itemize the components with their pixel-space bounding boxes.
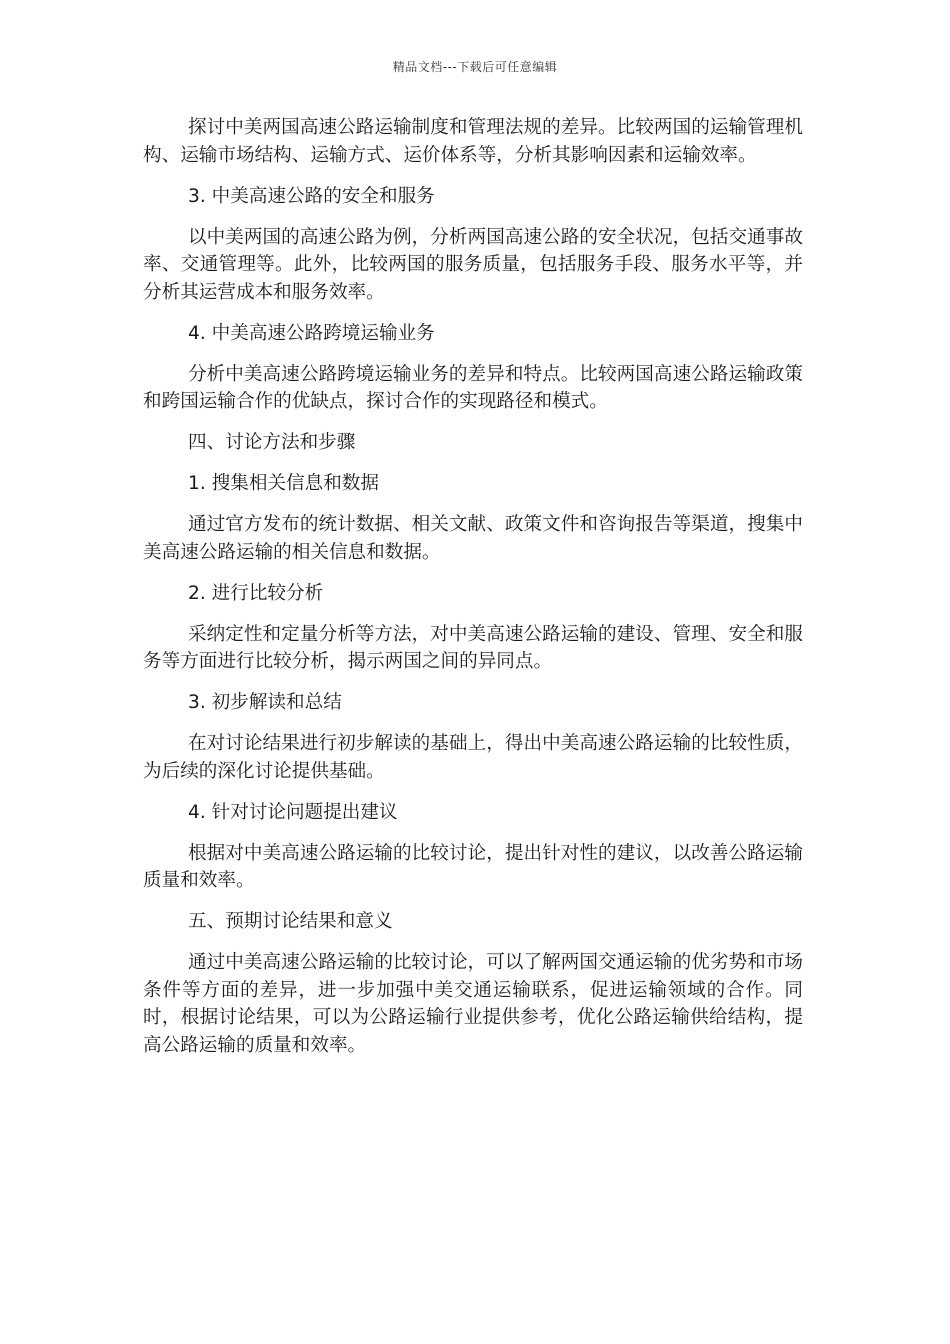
subheading-collect-data: 1. 搜集相关信息和数据 xyxy=(188,473,379,494)
paragraph-recommendations: 根据对中美高速公路运输的比较讨论，提出针对性的建议，以改善公路运输质量和效率。 xyxy=(143,842,803,891)
subheading-cross-border: 4. 中美高速公路跨境运输业务 xyxy=(188,322,435,344)
paragraph-research-content: 探讨中美两国高速公路运输制度和管理法规的差异。比较两国的运输管理机构、运输市场结构、运输方式、运价体系等，分析其影响因素和运输效率。 xyxy=(143,117,803,166)
paragraph-safety-service: 以中美两国的高速公路为例，分析两国高速公路的安全状况，包括交通事故率、交通管理等。此外，比较两国的服务质量，包括服务手段、服务水平等，并分析其运营成本和服务效率。 xyxy=(143,226,803,303)
paragraph-collect-data: 通过官方发布的统计数据、相关文献、政策文件和咨询报告等渠道，搜集中美高速公路运输的相关信息和数据。 xyxy=(143,514,803,563)
paragraph-interpretation: 在对讨论结果进行初步解读的基础上，得出中美高速公路运输的比较性质，为后续的深化讨论提供基础。 xyxy=(143,733,803,782)
subheading-interpretation: 3. 初步解读和总结 xyxy=(188,692,342,713)
section-heading-expected-results: 五、预期讨论结果和意义 xyxy=(188,911,393,932)
subheading-safety-service: 3. 中美高速公路的安全和服务 xyxy=(188,185,435,207)
document-body xyxy=(143,114,803,1073)
paragraph-comparative-analysis: 采纳定性和定量分析等方法，对中美高速公路运输的建设、管理、安全和服务等方面进行比较分析，揭示两国之间的异同点。 xyxy=(143,623,803,672)
paragraph-cross-border: 分析中美高速公路跨境运输业务的差异和特点。比较两国高速公路运输政策和跨国运输合作的优缺点，探讨合作的实现路径和模式。 xyxy=(143,363,803,412)
paragraph-expected-results: 通过中美高速公路运输的比较讨论，可以了解两国交通运输的优劣势和市场条件等方面的差异，进一步加强中美交通运输联系，促进运输领域的合作。同时，根据讨论结果，可以为公路运输行业提供参考，优化公路运输供给结构，提高公路运输的质量和效率。 xyxy=(143,952,803,1056)
page-header: 精品文档---下载后可任意编辑 xyxy=(392,60,558,74)
subheading-recommendations: 4. 针对讨论问题提出建议 xyxy=(188,801,398,823)
subheading-comparative-analysis: 2. 进行比较分析 xyxy=(188,582,324,604)
section-heading-methods: 四、讨论方法和步骤 xyxy=(188,432,356,453)
